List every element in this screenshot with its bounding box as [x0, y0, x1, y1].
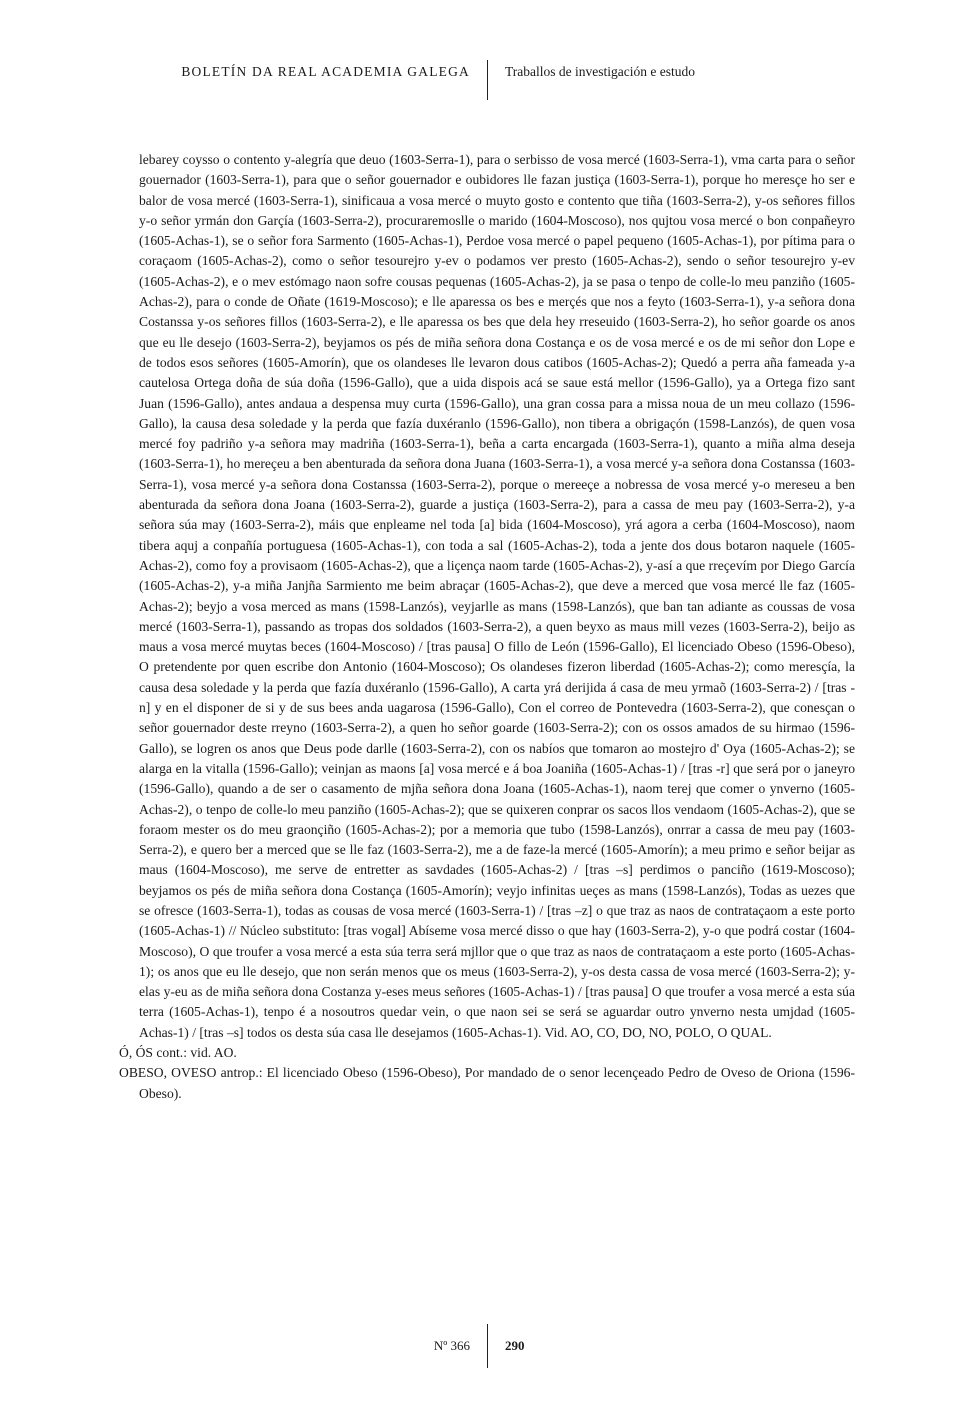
page-footer — [0, 1324, 975, 1368]
dictionary-entry-o: Ó, ÓS cont.: vid. AO. — [119, 1045, 237, 1061]
journal-title: BOLETÍN DA REAL ACADEMIA GALEGA — [181, 64, 470, 79]
footer-divider — [487, 1324, 488, 1368]
issue-number: Nº 366 — [433, 1338, 470, 1353]
section-title: Traballos de investigación e estudo — [505, 64, 695, 79]
page-number: 290 — [505, 1338, 525, 1353]
dictionary-entry-obeso: OBESO, OVESO antrop.: El licenciado Obeso (1596-Obeso), Por mandado de o senor lecençeado Pedro de Oveso de Oriona (1596-Obeso). — [119, 1065, 855, 1101]
main-text — [119, 150, 855, 1104]
running-header — [0, 60, 975, 102]
header-divider — [487, 60, 488, 100]
entry-continuation: lebarey coysso o contento y-alegría que deuo (1603-Serra-1), para o serbisso de vosa mercé (1603-Serra-1), vma carta para o señor gouernador (1603-Serra-1), para que o señor gouernador e oubidores lle fazan justiça (1603-Serra-1), porque ho meresçe ho ser e balor de vosa mercé (1603-Serra-1), sinificaua a vosa mercé o muyto gosto e contento que tiña (1603-Serra-2), y-os señores fillos y-o señor yrmán don Garçía (1603-Serra-2), procuraremosllе o marido (1604-Moscoso), nos qujtou vosa mercé o bon conpañeyro (1605-Achas-1), se o señor fora Sarmento (1605-Achas-1), Perdoe vosa mercé o papel pequeno (1605-Achas-1), por pítima para o coraçaom (1605-Achas-2), como o señor tesourejro y-ev o podamos ver presto (1605-Achas-2), sendo o señor tesourejro y-ev (1605-Achas-2), e o mev estómago naon sofre cousas pequenas (1605-Achas-2), ja se pasa o tenpo de colle-lo meu panziño (1605-Achas-2), para o conde de Oñate (1619-Moscoso); e lle aparessa os bes e merçés que nos a feyto (1603-Serra-1), y-a señora dona Costanssa y-os señores fillos (1603-Serra-2), e lle aparessa os bes que dela hey rreseuido (1603-Serra-2), ho señor goarde os anos que eu lle desejo (1603-Serra-2), beyjamos os pés de miña señora dona Costança e os de vosa mercé e os de mi señor don Lope e de todos esos señores (1605-Amorín), que os olandeses lle levaron dous catibos (1605-Achas-2); Quedó a perra aña fameada y-a cautelosa Ortega doña de súa doña (1596-Gallo), que a uida dispois acá se saue está mellor (1596-Gallo), ya a Ortega fizo sant Juan (1596-Gallo), antes andaua a despensa muy curta (1596-Gallo), una gran cossa para a missa noua de un meu collazo (1596-Gallo), la causa desa soledade y la perda que fazía duxéranlo (1596-Gallo), non tibera a obrigaçón (1598-Lanzós), de quen vosa mercé foy padriño y-a señora may madriña (1603-Serra-1), beña a carta encargada (1603-Serra-1), quanto a miña alma deseja (1603-Serra-1), ho mereçeu a ben abenturada da señora dona Juana (1603-Serra-1), a vosa mercé y-a señora dona Costanssa (1603-Serra-1), vosa mercé y-a señora dona Costanssa (1603-Serra-2), porque o mereeçe a nobressa de vosa mercé y-o mereseu a ben abenturada da señora dona Joana (1603-Serra-2), guarde a justiça (1603-Serra-2), para a cassa de meu pay (1603-Serra-2), y-a señora súa may (1603-Serra-2), máis que enpleamе nel toda [a] bida (1604-Moscoso), yrá agora a cerba (1604-Moscoso), naom tibera aquj a conpañía portuguesa (1605-Achas-1), con toda a sal (1605-Achas-2), toda a jente dos dous botaron naquele (1605-Achas-2), como foy a provisaom (1605-Achas-2), que a liçença naom tarde (1605-Achas-2), y-así a que rreçevím por Diego García (1605-Achas-2), y-a miña Janjña Sarmiento me beim abraçar (1605-Achas-2), que deve a merced que vosa mercé lle faz (1605-Achas-2); beyjo a vosa merced as mans (1598-Lanzós), veyjarlle as mans (1598-Lanzós), que ban tan adiante as coussas de vosa mercé (1603-Serra-1), passando as tropas dos soldados (1603-Serra-2), a quen beyxo as maus mill vezes (1603-Serra-2), beijo as maus a vosa mercé muytas beces (1604-Moscoso) / [tras pausa] O fillo de León (1596-Gallo), El licenciado Obeso (1596-Obeso), O pretendente por quen escribe don Antonio (1604-Moscoso); Os olandeses fizeron liberdad (1605-Achas-2); como meresçía, la causa desa soledade y la perda que fazía duxéranlo (1596-Gallo), A carta yrá derijida á casa de meu yrmaõ (1603-Serra-2) / [tras -n] y en el disponer de si y de sus bees anda uagarosa (1596-Gallo), Con el correo de Pontevedra (1603-Serra-2), que conesçan o señor gouernador deste rreyno (1603-Serra-2), a quen ho señor goarde (1603-Serra-2); con os ossos amados de su hirmao (1596-Gallo), se logren os anos que Deus pode darlle (1603-Serra-2), con os nabíos que tomaron ao mostejro d' Oya (1605-Achas-2); se alarga en la vitalla (1596-Gallo); veinjan as maons [a] vosa mercé e á boa Joaniña (1605-Achas-1) / [tras -r] que será por o janeyro (1596-Gallo), quando a de ser o casamento de mjña señora dona Joana (1605-Achas-1), naom terej que comer o ynverno (1605-Achas-2), o tenpo de colle-lo meu panziño (1605-Achas-2); que se quixeren conprar os sacos llos vendaom (1605-Achas-2), que se foraom mester os do meu graonçiño (1605-Achas-2); por a memoria que tubo (1598-Lanzós), onrrar a cassa de meu pay (1603-Serra-2), e quero ber a merced que se lle faz (1603-Serra-2), me a de faze-la mercé (1605-Amorín); a meu primo e señor beijar as maus (1604-Moscoso), me serve de entretter as savdades (1605-Achas-2) / [tras –s] perdimos o panciño (1619-Moscoso); beyjamos os pés de miña señora dona Costança (1605-Amorín); veyjo infinitas ueçes as mans (1598-Lanzós), Todas as uezes que se ofresce (1603-Serra-1), todas as cousas de vosa mercé (1603-Serra-1) / [tras –z] o que traz as naos de contrataçaom a este porto (1605-Achas-1) // Núcleo substituto: [tras vogal] Abíseme vosa mercé disso o que hay (1603-Serra-2), y-o que podrá costar (1604-Moscoso), O que troufer a vosa mercé a esta súa terra será mjllor que o que traz as naos de contrataçaom a este porto (1605-Achas-1); os anos que eu lle desejo, que non serán menos que os meus (1603-Serra-2), y-os desta cassa de vosa mercé (1603-Serra-2); y-elas y-eu as de miña señora dona Costanza y-eses meus señores (1605-Achas-1) / [tras pausa] O que troufer a vosa mercé a esta súa terra (1605-Achas-1), tenpo é a nosoutros quedar vein, o que naon sei se será se aguardar outro ynverno nesta umjdad (1605-Achas-1) / [tras –s] todos os desta súa casa lle desejamos (1605-Achas-1). Vid. AO, CO, DO, NO, POLO, O QUAL. — [139, 152, 855, 1040]
